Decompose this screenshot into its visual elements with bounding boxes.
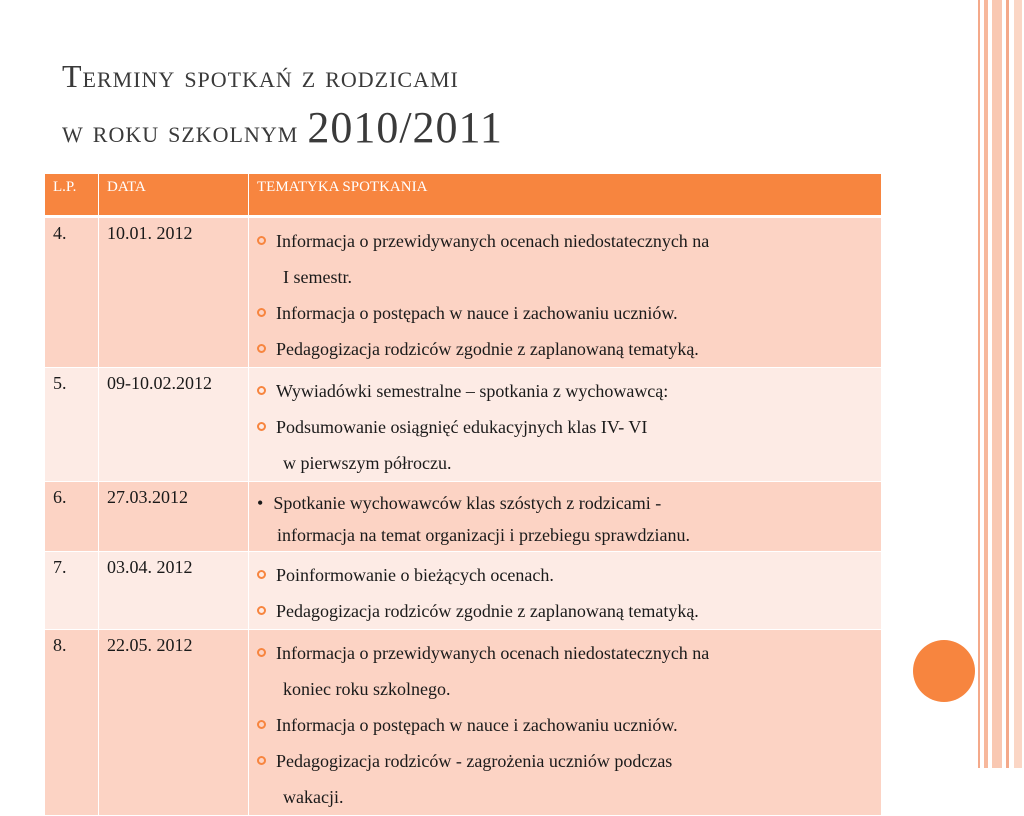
cell-date: 27.03.2012 [99, 482, 249, 552]
circle-bullet-icon [257, 606, 266, 615]
cell-topic [249, 217, 882, 368]
circle-bullet-icon [257, 720, 266, 729]
topic-line [257, 409, 875, 445]
cell-topic [249, 630, 882, 816]
topic-text: Podsumowanie osiągnięć edukacyjnych klas IV- VI [276, 417, 648, 437]
topic-line [257, 223, 875, 259]
title-line-1: Terminy spotkań z rodzicami [62, 58, 459, 94]
cell-lp: 4. [45, 217, 99, 368]
circle-bullet-icon [257, 756, 266, 765]
topic-line [257, 295, 875, 331]
topic-line [257, 331, 875, 367]
topic-line [257, 557, 875, 593]
cell-topic [249, 552, 882, 630]
topic-text: koniec roku szkolnego. [283, 679, 451, 699]
header-lp: L.P. [45, 174, 99, 217]
cell-date: 22.05. 2012 [99, 630, 249, 816]
circle-bullet-icon [257, 570, 266, 579]
topic-text: Informacja o przewidywanych ocenach niedostatecznych na [276, 231, 710, 251]
topic-text: informacja na temat organizacji i przebiegu sprawdzianu. [277, 525, 690, 545]
table-row [45, 368, 882, 482]
table-row [45, 482, 882, 552]
table-row [45, 630, 882, 816]
dot-bullet-icon: • [257, 493, 264, 513]
cell-lp: 5. [45, 368, 99, 482]
title-school-year: 2010/2011 [307, 103, 503, 152]
topic-text: Pedagogizacja rodziców - zagrożenia uczniów podczas [276, 751, 673, 771]
circle-bullet-icon [257, 344, 266, 353]
circle-bullet-icon [257, 648, 266, 657]
title-line-2-text: w roku szkolnym [62, 113, 308, 149]
header-topic: TEMATYKA SPOTKANIA [249, 174, 882, 217]
cell-topic [249, 368, 882, 482]
topic-text: Informacja o postępach w nauce i zachowaniu uczniów. [276, 715, 678, 735]
topic-text: Pedagogizacja rodziców zgodnie z zaplanowaną tematyką. [276, 339, 699, 359]
topic-line [257, 671, 875, 707]
cell-lp: 6. [45, 482, 99, 552]
cell-date: 10.01. 2012 [99, 217, 249, 368]
topic-text: Spotkanie wychowawców klas szóstych z rodzicami - [273, 493, 662, 513]
table-row [45, 217, 882, 368]
circle-bullet-icon [257, 386, 266, 395]
circle-bullet-icon [257, 422, 266, 431]
topic-line [257, 779, 875, 815]
topic-line [257, 519, 875, 551]
title-line-2 [62, 102, 503, 157]
decorative-stripes [978, 0, 1024, 768]
topic-line [257, 635, 875, 671]
slide-title [62, 50, 503, 157]
table-body [45, 217, 882, 816]
header-date: DATA [99, 174, 249, 217]
cell-date: 09-10.02.2012 [99, 368, 249, 482]
topic-text: Poinformowanie o bieżących ocenach. [276, 565, 554, 585]
cell-lp: 8. [45, 630, 99, 816]
topic-line [257, 259, 875, 295]
topic-text: Informacja o przewidywanych ocenach niedostatecznych na [276, 643, 710, 663]
topic-line [257, 487, 875, 519]
topic-text: w pierwszym półroczu. [283, 453, 452, 473]
cell-lp: 7. [45, 552, 99, 630]
circle-bullet-icon [257, 236, 266, 245]
topic-line [257, 373, 875, 409]
table-row [45, 552, 882, 630]
topic-text: Informacja o postępach w nauce i zachowaniu uczniów. [276, 303, 678, 323]
topic-line [257, 707, 875, 743]
meetings-table [44, 173, 882, 816]
topic-line [257, 743, 875, 779]
topic-text: wakacji. [283, 787, 344, 807]
topic-text: I semestr. [283, 267, 352, 287]
topic-line [257, 445, 875, 481]
table-header-row [45, 174, 882, 217]
cell-topic [249, 482, 882, 552]
topic-line [257, 593, 875, 629]
topic-text: Pedagogizacja rodziców zgodnie z zaplanowaną tematyką. [276, 601, 699, 621]
topic-text: Wywiadówki semestralne – spotkania z wychowawcą: [276, 381, 669, 401]
circle-bullet-icon [257, 308, 266, 317]
decorative-circle [913, 640, 975, 702]
cell-date: 03.04. 2012 [99, 552, 249, 630]
